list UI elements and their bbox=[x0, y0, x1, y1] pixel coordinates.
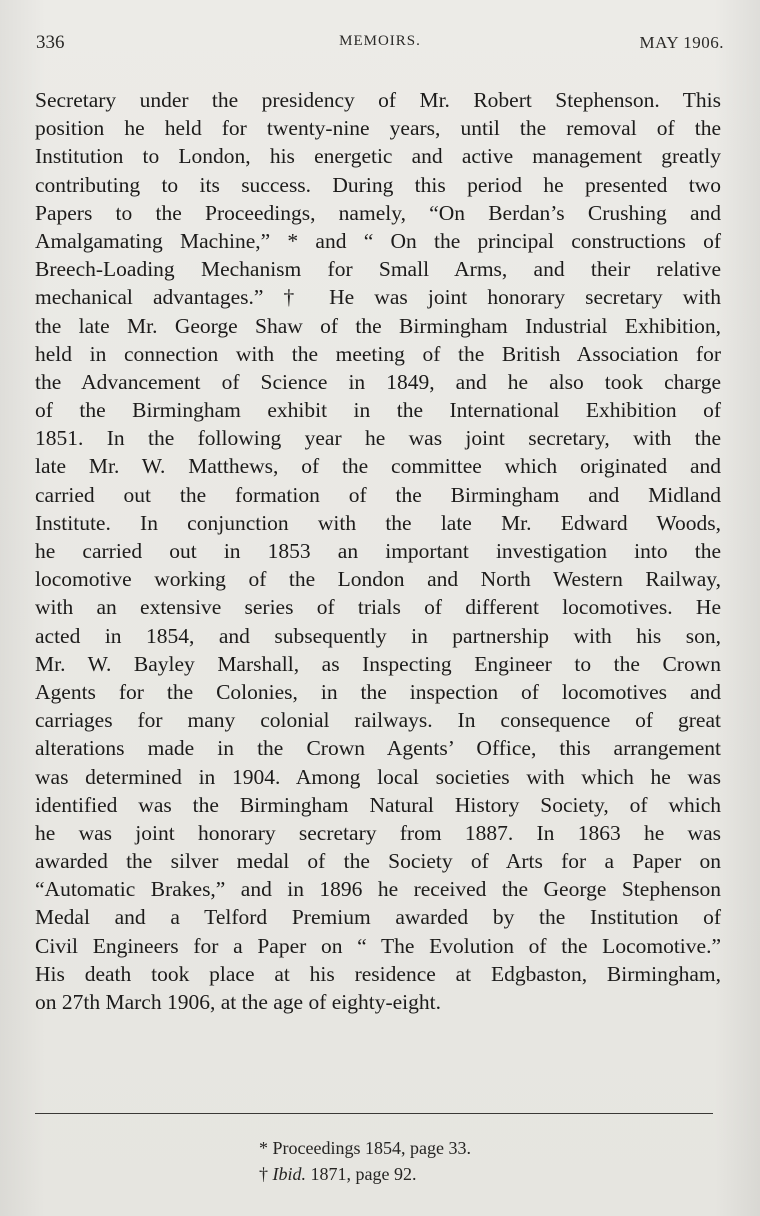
text-line: Medal and a Telford Premium awarded by the Institution of bbox=[35, 905, 721, 930]
text-line: His death took place at his residence at Edgbaston, Birmingham, bbox=[35, 961, 721, 986]
text-line: Secretary under the presidency of Mr. Robert Stephenson. This bbox=[35, 88, 721, 112]
text-line-last: on 27th March 1906, at the age of eighty-eight. bbox=[35, 990, 442, 1014]
text-line: he carried out in 1853 an important investigation into the bbox=[35, 539, 721, 563]
section-title: MEMOIRS. bbox=[339, 33, 421, 49]
footnote-ibid bbox=[259, 1161, 416, 1187]
text-line: acted in 1854, and subsequently in partnership with his son, bbox=[35, 623, 721, 648]
text-line: with an extensive series of trials of different locomotives. He bbox=[35, 595, 721, 620]
text-line: the late Mr. George Shaw of the Birmingham Industrial Exhibition, bbox=[35, 313, 721, 338]
footnote-ibid-rest: 1871, page 92. bbox=[306, 1164, 417, 1184]
text-line: locomotive working of the London and North Western Railway, bbox=[35, 567, 721, 592]
text-line: carriages for many colonial railways. In consequence of great bbox=[35, 708, 721, 733]
text-line: Amalgamating Machine,” * and “ On the principal constructions of bbox=[35, 228, 721, 253]
text-line: Civil Engineers for a Paper on “ The Evolution of the Locomotive.” bbox=[35, 933, 721, 958]
text-line: late Mr. W. Matthews, of the committee which originated and bbox=[35, 454, 721, 479]
text-line: held in connection with the meeting of the British Association for bbox=[35, 341, 721, 366]
text-line: Institution to London, his energetic and active management greatly bbox=[35, 144, 721, 169]
text-line: Agents for the Colonies, in the inspection of locomotives and bbox=[35, 679, 721, 704]
text-line: awarded the silver medal of the Society of Arts for a Paper on bbox=[35, 849, 721, 874]
text-line: he was joint honorary secretary from 1887. In 1863 he was bbox=[35, 820, 721, 845]
issue-date: MAY 1906. bbox=[639, 33, 724, 52]
memoir-paragraph bbox=[35, 86, 721, 1016]
text-line: was determined in 1904. Among local societies with which he was bbox=[35, 764, 721, 789]
text-line: contributing to its success. During this period he presented two bbox=[35, 172, 721, 197]
text-line: Breech-Loading Mechanism for Small Arms, and their relative bbox=[35, 257, 721, 282]
text-line: Mr. W. Bayley Marshall, as Inspecting Engineer to the Crown bbox=[35, 651, 721, 676]
text-line: “Automatic Brakes,” and in 1896 he received the George Stephenson bbox=[35, 877, 721, 902]
text-line: carried out the formation of the Birmingham and Midland bbox=[35, 482, 721, 507]
footnote-divider bbox=[35, 1113, 713, 1114]
text-line: position he held for twenty-nine years, until the removal of the bbox=[35, 116, 721, 141]
text-line: of the Birmingham exhibit in the International Exhibition of bbox=[35, 398, 721, 423]
footnote-ibid-italic: Ibid. bbox=[272, 1164, 306, 1184]
text-line: 1851. In the following year he was joint secretary, with the bbox=[35, 426, 721, 451]
footnote-dagger: † bbox=[259, 1164, 273, 1184]
text-line: alterations made in the Crown Agents’ Office, this arrangement bbox=[35, 736, 721, 761]
text-line: Institute. In conjunction with the late Mr. Edward Woods, bbox=[35, 510, 721, 535]
text-line: Papers to the Proceedings, namely, “On Berdan’s Crushing and bbox=[35, 200, 721, 225]
footnote-proceedings: * Proceedings 1854, page 33. bbox=[259, 1138, 471, 1158]
text-line: mechanical advantages.” † He was joint honorary secretary with bbox=[35, 285, 721, 310]
text-line: identified was the Birmingham Natural History Society, of which bbox=[35, 792, 721, 817]
running-head bbox=[36, 32, 724, 58]
page-number: 336 bbox=[36, 32, 65, 53]
text-line: the Advancement of Science in 1849, and he also took charge bbox=[35, 369, 721, 394]
